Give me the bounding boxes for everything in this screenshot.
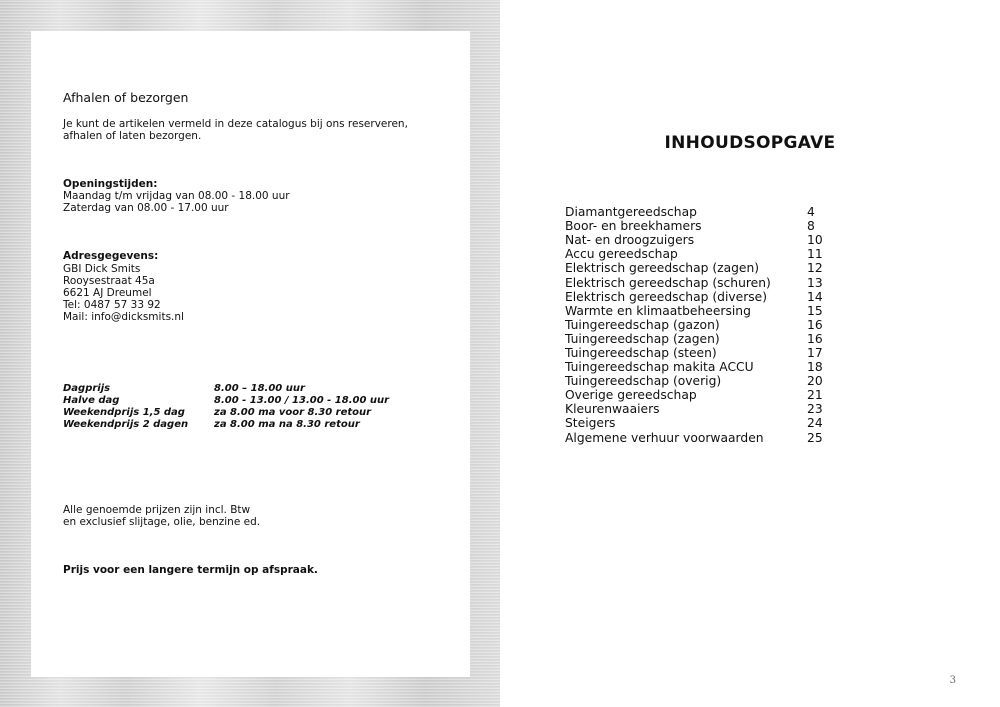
toc-label: Tuingereedschap (steen)	[565, 345, 717, 360]
vat-line-1: Alle genoemde prijzen zijn incl. Btw	[63, 504, 251, 516]
address-email: Mail: info@dicksmits.nl	[63, 311, 184, 323]
toc-label: Overige gereedschap	[565, 388, 697, 403]
pickup-text-line-1: Je kunt de artikelen vermeld in deze catalogus bij ons reserveren,	[63, 118, 408, 130]
toc-page-number: 10	[807, 233, 823, 248]
toc-row	[565, 388, 835, 402]
toc-page-number: 8	[807, 219, 815, 234]
price-label: Weekendprijs 1,5 dag	[63, 407, 185, 418]
toc-list	[565, 205, 835, 445]
toc-label: Tuingereedschap makita ACCU	[565, 360, 754, 375]
toc-page-number: 12	[807, 261, 823, 276]
toc-page-number: 17	[807, 345, 823, 360]
page-number: 3	[949, 675, 956, 686]
price-value: 8.00 - 13.00 / 13.00 - 18.00 uur	[214, 395, 390, 406]
left-page-content	[31, 31, 470, 677]
address-phone: Tel: 0487 57 33 92	[63, 299, 161, 311]
price-label: Dagprijs	[63, 383, 111, 394]
toc-row	[565, 332, 835, 346]
toc-page-number: 14	[807, 289, 823, 304]
toc-label: Elektrisch gereedschap (diverse)	[565, 289, 768, 304]
address-heading: Adresgegevens:	[63, 250, 159, 262]
price-label: Halve dag	[63, 395, 120, 406]
toc-label: Boor- en breekhamers	[565, 219, 702, 234]
toc-row	[565, 416, 835, 430]
toc-label: Algemene verhuur voorwaarden	[565, 430, 764, 445]
toc-label: Diamantgereedschap	[565, 205, 697, 220]
toc-row	[565, 247, 835, 261]
hours-line-saturday: Zaterdag van 08.00 - 17.00 uur	[63, 202, 229, 214]
toc-label: Steigers	[565, 416, 616, 431]
toc-row	[565, 431, 835, 445]
hours-heading: Openingstijden:	[63, 178, 158, 190]
toc-row	[565, 402, 835, 416]
toc-page-number: 11	[807, 247, 823, 262]
pickup-text-line-2: afhalen of laten bezorgen.	[63, 130, 202, 142]
toc-row	[565, 261, 835, 275]
toc-row	[565, 346, 835, 360]
toc-page-number: 24	[807, 416, 823, 431]
right-page	[500, 0, 1000, 707]
vat-line-2: en exclusief slijtage, olie, benzine ed.	[63, 516, 261, 528]
toc-page-number: 25	[807, 430, 823, 445]
toc-row	[565, 360, 835, 374]
toc-page-number: 20	[807, 374, 823, 389]
toc-row	[565, 290, 835, 304]
toc-page-number: 23	[807, 402, 823, 417]
toc-page-number: 16	[807, 317, 823, 332]
toc-row	[565, 205, 835, 219]
address-street: Rooysestraat 45a	[63, 275, 155, 287]
address-company: GBI Dick Smits	[63, 263, 141, 275]
toc-row	[565, 318, 835, 332]
toc-page-number: 4	[807, 205, 815, 220]
price-label: Weekendprijs 2 dagen	[63, 419, 189, 430]
price-value: 8.00 – 18.00 uur	[214, 383, 305, 394]
toc-row	[565, 304, 835, 318]
toc-page-number: 18	[807, 360, 823, 375]
toc-row	[565, 374, 835, 388]
toc-title: INHOUDSOPGAVE	[664, 133, 836, 153]
toc-label: Tuingereedschap (zagen)	[565, 331, 720, 346]
toc-label: Warmte en klimaatbeheersing	[565, 303, 751, 318]
price-value: za 8.00 ma voor 8.30 retour	[214, 407, 372, 418]
toc-row	[565, 233, 835, 247]
toc-label: Elektrisch gereedschap (schuren)	[565, 275, 771, 290]
address-city: 6621 AJ Dreumel	[63, 287, 152, 299]
toc-label: Elektrisch gereedschap (zagen)	[565, 261, 760, 276]
toc-row	[565, 275, 835, 289]
hours-line-weekdays: Maandag t/m vrijdag van 08.00 - 18.00 uur	[63, 190, 290, 202]
price-value: za 8.00 ma na 8.30 retour	[214, 419, 360, 430]
toc-label: Tuingereedschap (gazon)	[565, 317, 720, 332]
pickup-heading: Afhalen of bezorgen	[63, 90, 189, 105]
toc-label: Kleurenwaaiers	[565, 402, 660, 417]
toc-page-number: 13	[807, 275, 823, 290]
toc-page-number: 15	[807, 303, 823, 318]
toc-row	[565, 219, 835, 233]
toc-page-number: 21	[807, 388, 823, 403]
long-term-note: Prijs voor een langere termijn op afspraak.	[63, 564, 318, 576]
toc-page-number: 16	[807, 331, 823, 346]
toc-label: Nat- en droogzuigers	[565, 233, 695, 248]
toc-label: Tuingereedschap (overig)	[565, 374, 722, 389]
toc-label: Accu gereedschap	[565, 247, 678, 262]
